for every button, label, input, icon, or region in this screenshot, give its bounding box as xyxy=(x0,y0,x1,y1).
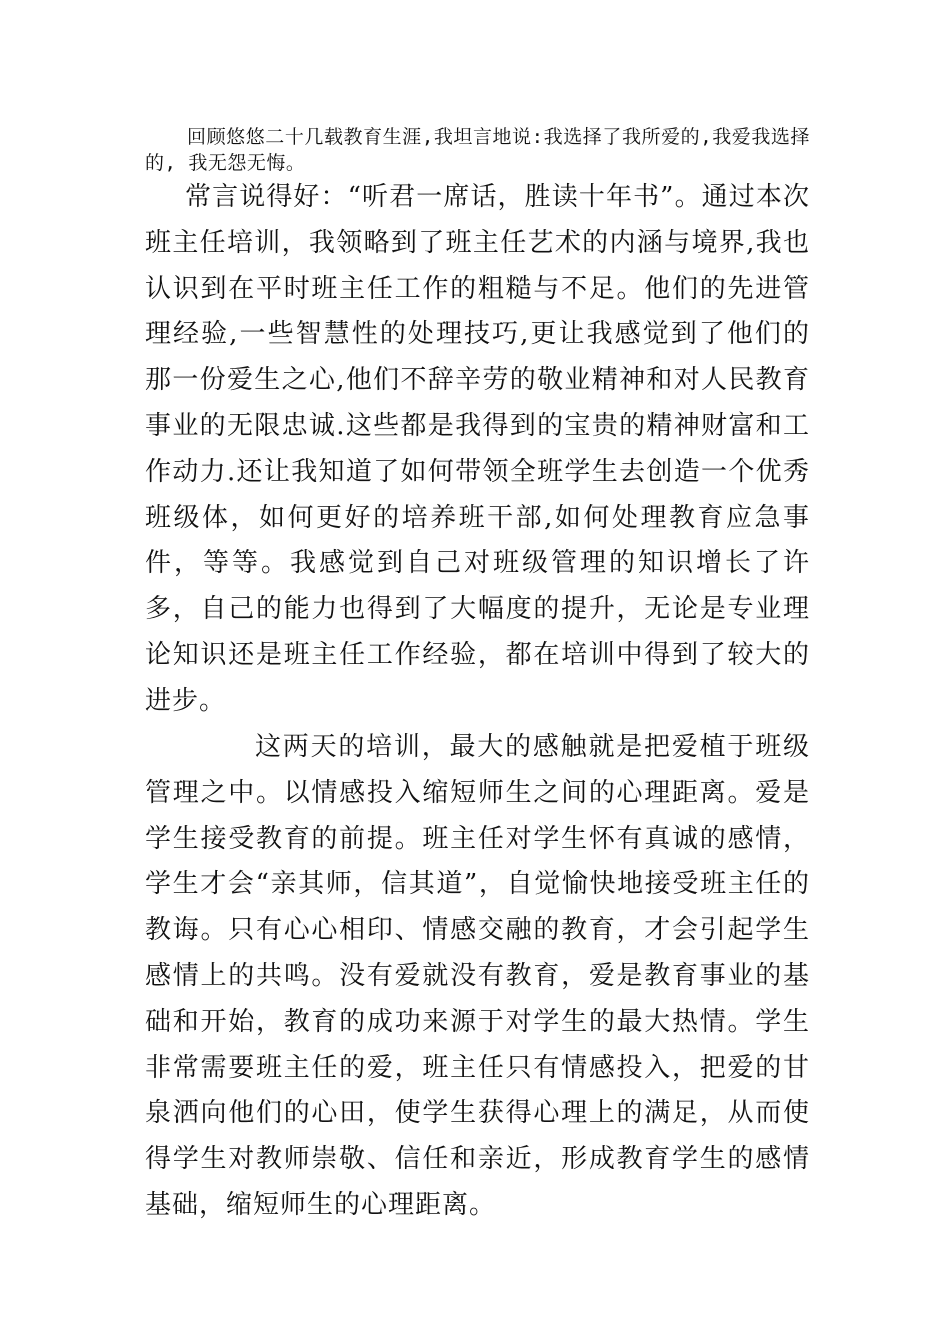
body-paragraph-1: 常言说得好：“听君一席话，胜读十年书”。通过本次班主任培训，我领略到了班主任艺术的内涵与境界,我也认识到在平时班主任工作的粗糙与不足。他们的先进管理经验,一些智慧性的处理技巧,更让我感觉到了他们的那一份爱生之心,他们不辞辛劳的敬业精神和对人民教育事业的无限忠诚.这些都是我得到的宝贵的精神财富和工作动力.还让我知道了如何带领全班学生去创造一个优秀班级体，如何更好的培养班干部,如何处理教育应急事件，等等。我感觉到自己对班级管理的知识增长了许多，自己的能力也得到了大幅度的提升，无论是专业理论知识还是班主任工作经验，都在培训中得到了较大的进步。 xyxy=(145,182,810,716)
body-paragraph-2: 这两天的培训，最大的感触就是把爱植于班级管理之中。以情感投入缩短师生之间的心理距离。爱是学生接受教育的前提。班主任对学生怀有真诚的感情，学生才会“亲其师，信其道”，自觉愉快地接受班主任的教诲。只有心心相印、情感交融的教育，才会引起学生感情上的共鸣。没有爱就没有教育，爱是教育事业的基础和开始，教育的成功来源于对学生的最大热情。学生非常需要班主任的爱，班主任只有情感投入，把爱的甘泉洒向他们的心田，使学生获得心理上的满足，从而使得学生对教师崇敬、信任和亲近，形成教育学生的感情基础，缩短师生的心理距离。 xyxy=(145,732,810,1220)
intro-paragraph: 回顾悠悠二十几载教育生涯,我坦言地说:我选择了我所爱的,我爱我选择的, 我无怨无悔。 xyxy=(145,126,810,174)
